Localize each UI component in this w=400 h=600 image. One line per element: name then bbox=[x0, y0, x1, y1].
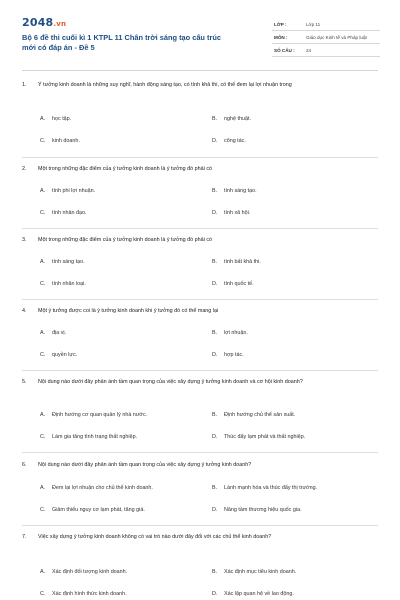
question-4 bbox=[22, 306, 382, 358]
question-5 bbox=[22, 377, 382, 440]
option-d[interactable]: D. công tác. bbox=[212, 138, 246, 144]
question-text: Nội dung nào dưới đây phản ánh tầm quan trọng của việc xây dựng ý tưởng kinh doanh? bbox=[38, 462, 252, 468]
site-logo[interactable]: 2048.vn bbox=[22, 16, 67, 29]
meta-key: LỚP : bbox=[274, 22, 287, 27]
meta-value: Giáo dục Kinh tế và Pháp luật bbox=[306, 35, 367, 40]
option-b[interactable]: B. Xác định mục tiêu kinh doanh. bbox=[212, 569, 297, 575]
question-divider bbox=[22, 299, 378, 300]
question-2 bbox=[22, 164, 382, 216]
question-divider bbox=[22, 370, 378, 371]
option-b[interactable]: B. Định hướng chủ thể sản xuất. bbox=[212, 412, 296, 418]
option-a[interactable]: A. học tập. bbox=[40, 116, 72, 122]
option-a[interactable]: A. tính phi lợi nhuận. bbox=[40, 188, 96, 194]
option-b[interactable]: B. tính bất khả thi. bbox=[212, 259, 261, 265]
question-6 bbox=[22, 460, 382, 513]
option-a[interactable]: A. địa vị. bbox=[40, 330, 67, 336]
option-c[interactable]: C. Làm gia tăng tình trạng thất nghiệp. bbox=[40, 434, 138, 440]
question-number: 1. bbox=[22, 82, 27, 88]
exam-meta-table bbox=[272, 18, 380, 57]
document-header bbox=[22, 12, 378, 64]
option-d[interactable]: D. Xác lập quan hệ về lao động. bbox=[212, 591, 294, 597]
question-divider bbox=[22, 452, 378, 453]
option-c[interactable]: C. tính nhân đạo. bbox=[40, 210, 87, 216]
meta-key: MÔN : bbox=[274, 35, 288, 40]
question-number: 3. bbox=[22, 237, 27, 243]
meta-key: SỐ CÂU : bbox=[274, 48, 295, 53]
meta-row-class bbox=[272, 18, 380, 31]
option-c[interactable]: C. quyền lực. bbox=[40, 352, 78, 358]
question-number: 4. bbox=[22, 308, 27, 314]
option-c[interactable]: C. Xác định hình thức kinh doanh. bbox=[40, 591, 127, 597]
meta-row-count bbox=[272, 44, 380, 57]
meta-value: 24 bbox=[306, 48, 312, 53]
question-divider bbox=[22, 228, 378, 229]
option-d[interactable]: D. tính quốc tế. bbox=[212, 281, 254, 287]
logo-suffix: .vn bbox=[53, 20, 67, 28]
option-b[interactable]: B. nghệ thuật. bbox=[212, 116, 251, 122]
question-number: 5. bbox=[22, 379, 27, 385]
option-d[interactable]: D. hợp tác. bbox=[212, 352, 244, 358]
question-7 bbox=[22, 532, 382, 597]
option-a[interactable]: A. Đem lại lợi nhuận cho chủ thể kinh doanh. bbox=[40, 485, 153, 491]
document-title: Bộ 6 đề thi cuối kì 1 KTPL 11 Chân trời sáng tạo cấu trúc mới có đáp án - Đề 5 bbox=[22, 33, 221, 52]
meta-value: Lớp 11 bbox=[306, 22, 321, 27]
option-a[interactable]: A. Xác định đối tượng kinh doanh. bbox=[40, 569, 128, 575]
option-a[interactable]: A. tính sáng tạo. bbox=[40, 259, 85, 265]
question-1 bbox=[22, 80, 382, 144]
option-b[interactable]: B. tính sáng tạo. bbox=[212, 188, 257, 194]
question-divider bbox=[22, 525, 378, 526]
option-d[interactable]: D. Nâng tầm thương hiệu quốc gia. bbox=[212, 507, 302, 513]
question-number: 6. bbox=[22, 462, 27, 468]
question-3 bbox=[22, 235, 382, 287]
meta-row-subject bbox=[272, 31, 380, 44]
question-text: Một ý tưởng được coi là ý tưởng kinh doanh khi ý tưởng đó có thể mang lại bbox=[38, 308, 219, 314]
option-c[interactable]: C. Giảm thiểu nguy cơ lạm phát, tăng giá. bbox=[40, 507, 145, 513]
question-divider bbox=[22, 157, 378, 158]
question-text: Một trong những đặc điểm của ý tưởng kinh doanh là ý tưởng đó phải có bbox=[38, 237, 213, 243]
option-b[interactable]: B. Lành mạnh hóa và thúc đẩy thị trường. bbox=[212, 485, 318, 491]
option-c[interactable]: C. kinh doanh. bbox=[40, 138, 80, 144]
question-text: Ý tưởng kinh doanh là những suy nghĩ, hành động sáng tạo, có tính khả thi, có thể đem lại lợi nhuận trong bbox=[38, 82, 292, 88]
question-text: Một trong những đặc điểm của ý tưởng kinh doanh là ý tưởng đó phải có bbox=[38, 166, 213, 172]
option-d[interactable]: D. Thúc đẩy lạm phát và thất nghiệp. bbox=[212, 434, 306, 440]
option-a[interactable]: A. Định hướng cơ quan quản lý nhà nước. bbox=[40, 412, 148, 418]
question-number: 2. bbox=[22, 166, 27, 172]
question-text: Nội dung nào dưới đây phản ánh tầm quan trọng của việc xây dựng ý tưởng kinh doanh và cơ hội kinh doanh? bbox=[38, 379, 303, 385]
header-divider bbox=[22, 70, 378, 71]
option-c[interactable]: C. tính nhân loại. bbox=[40, 281, 86, 287]
question-text: Việc xây dựng ý tưởng kinh doanh không có vai trò nào dưới đây đối với các chủ thể kinh doanh? bbox=[38, 534, 272, 540]
option-d[interactable]: D. tính xã hội. bbox=[212, 210, 251, 216]
option-b[interactable]: B. lợi nhuận. bbox=[212, 330, 248, 336]
question-number: 7. bbox=[22, 534, 27, 540]
